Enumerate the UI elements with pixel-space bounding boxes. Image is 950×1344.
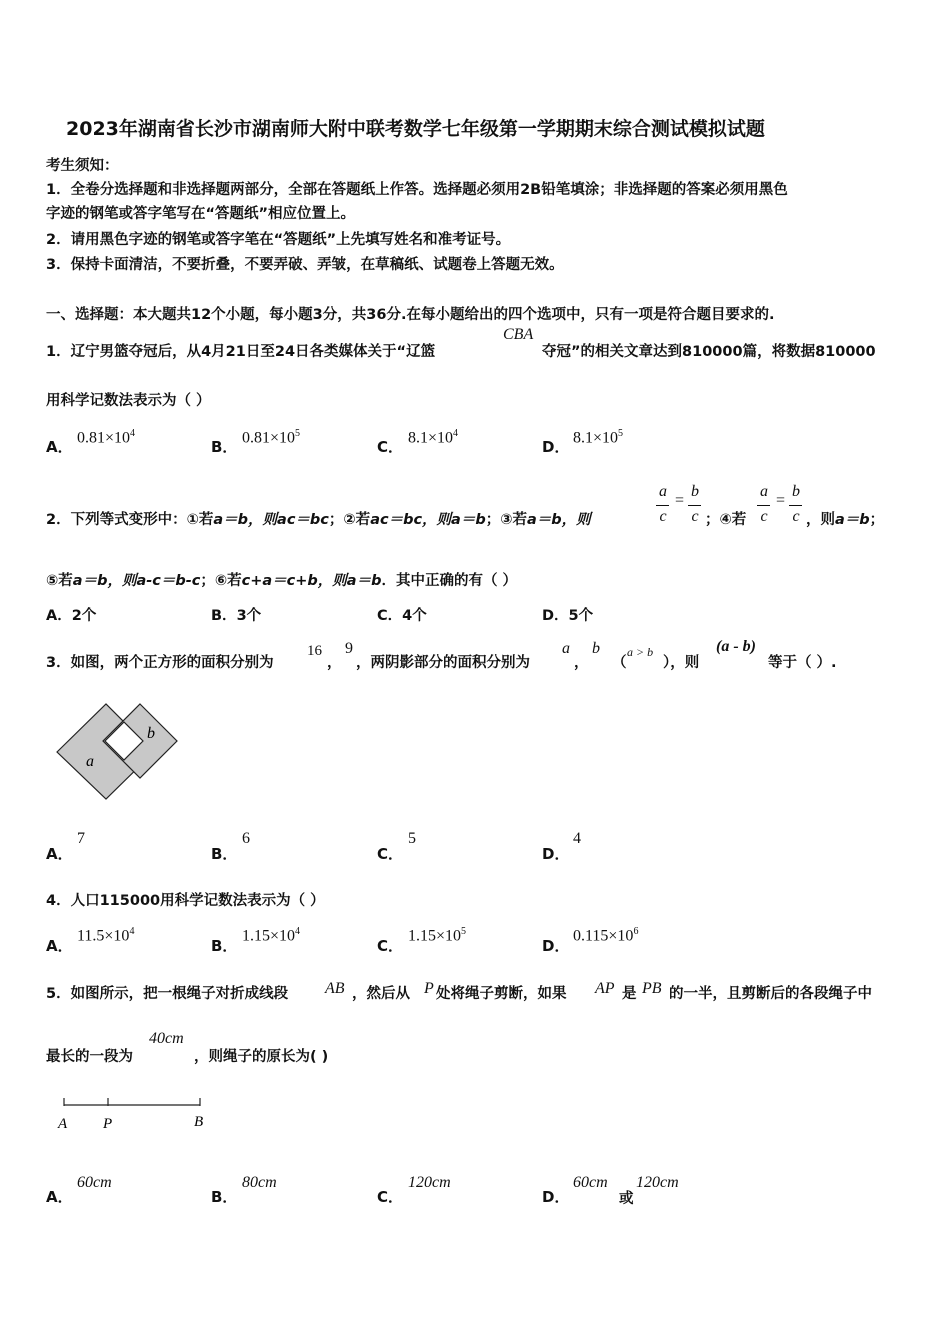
q5-text-part4: 是 (622, 986, 637, 1002)
notice-line-3: 3．保持卡面清洁，不要折叠，不要弄破、弄皱，在草稿纸、试题卷上答题无效。 (46, 257, 564, 273)
q2-s8: ；④若 (705, 512, 747, 528)
q3-text-part1: 3．如图，两个正方形的面积分别为 (46, 655, 274, 671)
q2-option-d[interactable]: D．5个 (542, 608, 594, 624)
notice-line-1b: 字迹的钢笔或答字笔写在“答题纸”相应位置上。 (46, 206, 356, 222)
point-label-b: B (194, 1114, 204, 1130)
option-value: $0.81\times 10^5$ (242, 428, 301, 447)
point-label-a: A (58, 1116, 68, 1132)
q3-value-9: 9 (345, 640, 353, 657)
page-title: 2023年湖南省长沙市湖南师大附中联考数学七年级第一学期期末综合测试模拟试题 (66, 118, 765, 140)
q5-line2a: 最长的一段为 (46, 1049, 133, 1065)
q3-expression: (a - b) (716, 638, 756, 655)
q3-paren-close: ），则 (663, 655, 700, 671)
q1-text-part1: 1．辽宁男篮夺冠后，从4月21日至24日各类媒体关于“辽篮 (46, 344, 436, 360)
option-label: D． (542, 438, 570, 456)
q3-condition: a > b (627, 645, 654, 659)
notice-line-2: 2．请用黑色字迹的钢笔或答字笔在“答题纸”上先填写姓名和准考证号。 (46, 232, 511, 248)
q5-line2b: ，则绳子的原长为( ) (194, 1049, 329, 1065)
q1-text-part2: 夺冠”的相关文章达到810000篇，将数据810000 (542, 344, 876, 360)
q2-frac1-num: a (659, 483, 667, 500)
figure-label-b: b (147, 725, 155, 742)
q5-ap: AP (595, 980, 615, 997)
q1-text-part3: 用科学记数法表示为（ ） (46, 393, 211, 409)
q3-var-b: b (592, 640, 600, 657)
option-value: $0.81\times 10^4$ (77, 428, 136, 447)
q2-frac2-den: c (691, 508, 699, 525)
q5-ab: AB (325, 980, 345, 997)
q2-eq2: = (776, 492, 786, 509)
q3-var-a: a (562, 640, 570, 657)
q2-frac2-bar (688, 505, 701, 506)
q2-frac2-num: b (691, 483, 699, 500)
q2-frac3-den: c (760, 508, 768, 525)
section-header: 一、选择题：本大题共12个小题，每小题3分，共36分.在每小题给出的四个选项中，只有一项是符合题目要求的. (46, 307, 775, 323)
option-label: A． (46, 438, 73, 456)
q3-comma2: ， (574, 655, 589, 671)
notice-line-1a: 1．全卷分选择题和非选择题两部分，全部在答题纸上作答。选择题必须用2B铅笔填涂；非选择题的答案必须用黑色 (46, 182, 788, 198)
q3-text-part3: 等于（ ）. (768, 655, 837, 671)
q3-squares-figure (50, 700, 185, 804)
q2-frac1-den: c (659, 508, 667, 525)
option-label: B． (211, 438, 238, 456)
q5-text-part2: ，然后从 (352, 986, 410, 1002)
q2-option-a[interactable]: A．2个 (46, 608, 97, 624)
q3-value-16: 16 (307, 643, 322, 659)
q4-text: 4．人口115000用科学记数法表示为（ ） (46, 893, 325, 909)
q3-text-part2: ，两阴影部分的面积分别为 (356, 655, 530, 671)
q1-cba: CBA (503, 326, 534, 343)
q2-frac1-bar (656, 505, 669, 506)
q3-comma1: ， (327, 655, 342, 671)
q5-segment-figure (52, 1090, 212, 1136)
point-label-p: P (103, 1116, 113, 1132)
q2-frac3-bar (757, 505, 770, 506)
q2-frac4-bar (789, 505, 802, 506)
q2-option-c[interactable]: C．4个 (377, 608, 427, 624)
q5-p: P (424, 980, 434, 997)
q2-tail: ，则a＝b； (806, 512, 885, 528)
q2-frac4-num: b (792, 483, 800, 500)
q5-text-part1: 5．如图所示，把一根绳子对折成线段 (46, 986, 289, 1002)
q2-option-b[interactable]: B．3个 (211, 608, 262, 624)
q2-line1: 2．下列等式变形中：①若a＝b，则ac＝bc；②若ac＝bc，则a＝b；③若a＝b，则 (46, 512, 591, 528)
notice-heading: 考生须知： (46, 158, 119, 174)
q2-eq1: = (675, 492, 685, 509)
option-label: C． (377, 438, 404, 456)
q5-text-part5: 的一半，且剪断后的各段绳子中 (669, 986, 872, 1002)
q3-paren-open: （ (612, 655, 627, 671)
option-or: 或 (619, 1191, 634, 1207)
figure-label-a: a (86, 753, 94, 770)
q5-length: 40cm (149, 1030, 184, 1047)
option-value: $8.1\times 10^5$ (573, 428, 624, 447)
q5-text-part3: 处将绳子剪断，如果 (436, 986, 567, 1002)
q5-pb: PB (642, 980, 662, 997)
q2-frac3-num: a (760, 483, 768, 500)
option-value: $8.1\times 10^4$ (408, 428, 459, 447)
q2-line2: ⑤若a＝b，则a-c＝b-c；⑥若c+a＝c+b，则a＝b．其中正确的有（ ） (46, 573, 518, 589)
q2-frac4-den: c (792, 508, 800, 525)
